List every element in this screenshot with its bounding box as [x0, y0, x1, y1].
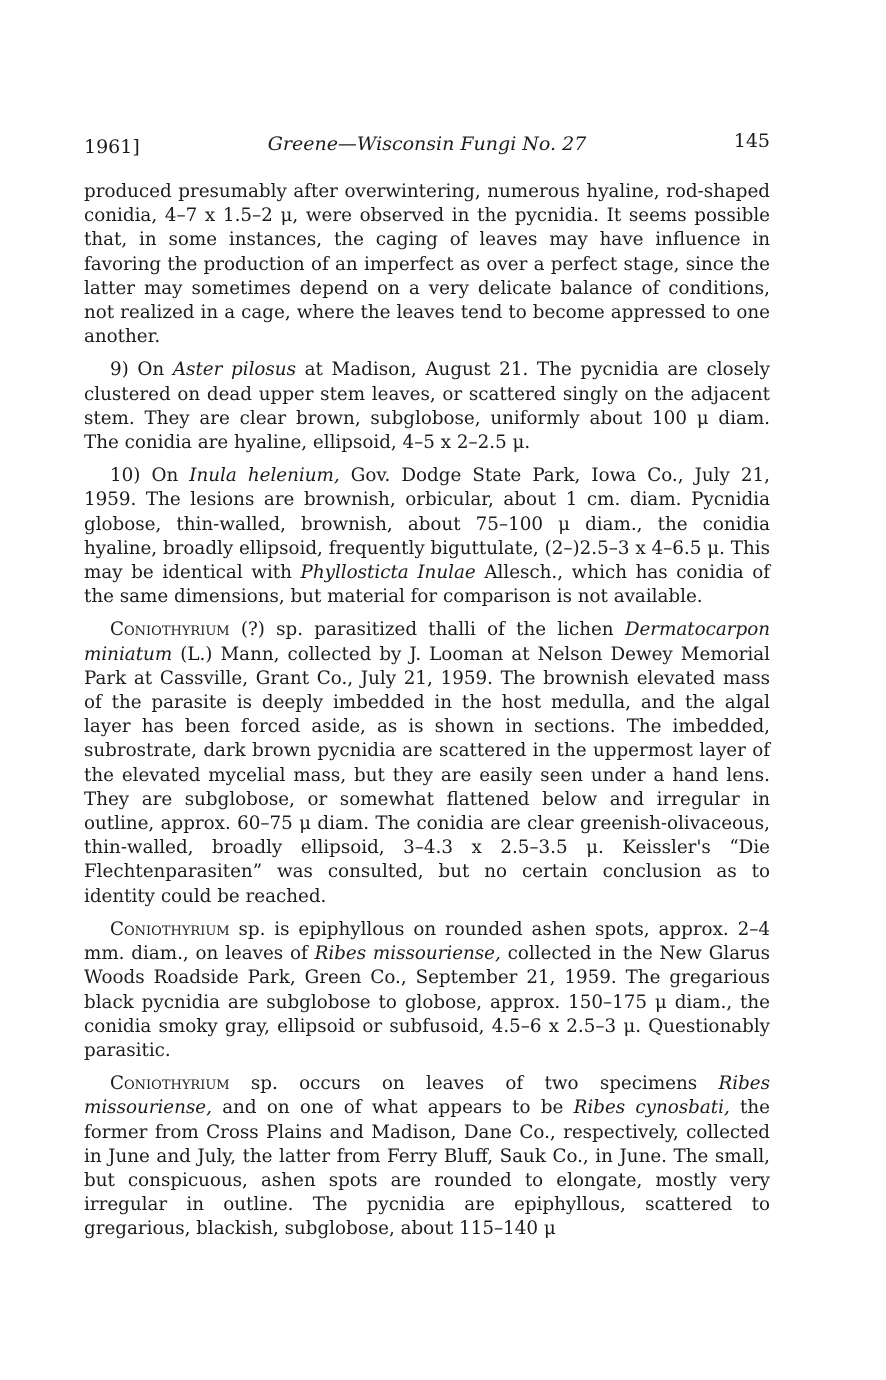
genus-name: Coniothyrium: [110, 918, 230, 940]
genus-name: Coniothyrium: [110, 619, 230, 641]
taxon-name: Ribes cynosbati,: [573, 1097, 730, 1119]
taxon-name: Dermatocarpon miniatum: [84, 619, 770, 665]
paragraph-coniothyrium-ribes-missouriense: Coniothyrium sp. is epiphyllous on rounded ashen spots, approx. 2–4 mm. diam., on leaves of Ribes missouriense, collected in the New Glarus Woods Roadside Park, Green Co., September 21, 1959. The gregarious black pycnidia are subglobose to globose, approx. 150–175 μ diam., the conidia smoky gray, ellipsoid or subfusoid, 4.5–6 x 2.5–3 μ. Questionably parasitic.: [84, 918, 770, 1061]
header-year: 1961]: [84, 136, 140, 158]
taxon-name: Inula helenium,: [189, 465, 340, 487]
paragraph-continuation: produced presumably after overwintering, numerous hyaline, rod-shaped conidia, 4–7 x 1.5–2 μ, were observed in the pycnidia. It seems possible that, in some instances, the caging of leaves may have influence in favoring the production of an imperfect as over a perfect stage, since the latter may sometimes depend on a very delicate balance of conditions, not realized in a cage, where the leaves tend to become appressed to one another.: [84, 181, 770, 348]
paragraph-inula-helenium: 10) On Inula helenium, Gov. Dodge State Park, Iowa Co., July 21, 1959. The lesions are brownish, orbicular, about 1 cm. diam. Pycnidia globose, thin-walled, brownish, about 75–100 μ diam., the conidia hyaline, broadly ellipsoid, frequently biguttulate, (2–)2.5–3 x 4–6.5 μ. This may be identical with Phyllosticta Inulae Allesch., which has conidia of the same dimensions, but material for comparison is not available.: [84, 465, 770, 608]
running-header: [84, 128, 770, 162]
page-number: 145: [733, 130, 770, 152]
paragraph-coniothyrium-lichen: Coniothyrium (?) sp. parasitized thalli of the lichen Dermatocarpon miniatum (L.) Mann, collected by J. Looman at Nelson Dewey Memorial Park at Cassville, Grant Co., July 21, 1959. The brownish elevated mass of the parasite is deeply imbedded in the host medulla, and the algal layer has been forced aside, as is shown in sections. The imbedded, subrostrate, dark brown pycnidia are scattered in the uppermost layer of the elevated mycelial mass, but they are easily seen under a hand lens. They are subglobose, or somewhat flattened below and irregular in outline, approx. 60–75 μ diam. The conidia are clear greenish-olivaceous, thin-walled, broadly ellipsoid, 3–4.3 x 2.5–3.5 μ. Keissler's “Die Flechtenparasiten” was consulted, but no certain conclusion as to identity could be reached.: [84, 619, 770, 907]
taxon-name: Aster pilosus: [172, 359, 296, 381]
genus-name: Coniothyrium: [110, 1073, 230, 1095]
taxon-name: Ribes missouriense,: [84, 1073, 770, 1119]
taxon-name: Ribes missouriense,: [314, 943, 501, 965]
paragraph-aster-pilosus: 9) On Aster pilosus at Madison, August 21. The pycnidia are closely clustered on dead upper stem leaves, or scattered singly on the adjacent stem. They are clear brown, subglobose, uniformly about 100 μ diam. The conidia are hyaline, ellipsoid, 4–5 x 2–2.5 μ.: [84, 359, 770, 454]
taxon-name: Phyllosticta Inulae: [300, 562, 476, 584]
paragraph-coniothyrium-ribes-specimens: Coniothyrium sp. occurs on leaves of two specimens Ribes missouriense, and on one of what appears to be Ribes cynosbati, the former from Cross Plains and Madison, Dane Co., respectively, collected in June and July, the latter from Ferry Bluff, Sauk Co., in June. The small, but conspicuous, ashen spots are rounded to elongate, mostly very irregular in outline. The pycnidia are epiphyllous, scattered to gregarious, blackish, subglobose, about 115–140 μ: [84, 1073, 770, 1240]
header-title: Greene—Wisconsin Fungi No. 27: [267, 133, 587, 155]
journal-page: [84, 128, 770, 1251]
body-text: [84, 180, 770, 1242]
